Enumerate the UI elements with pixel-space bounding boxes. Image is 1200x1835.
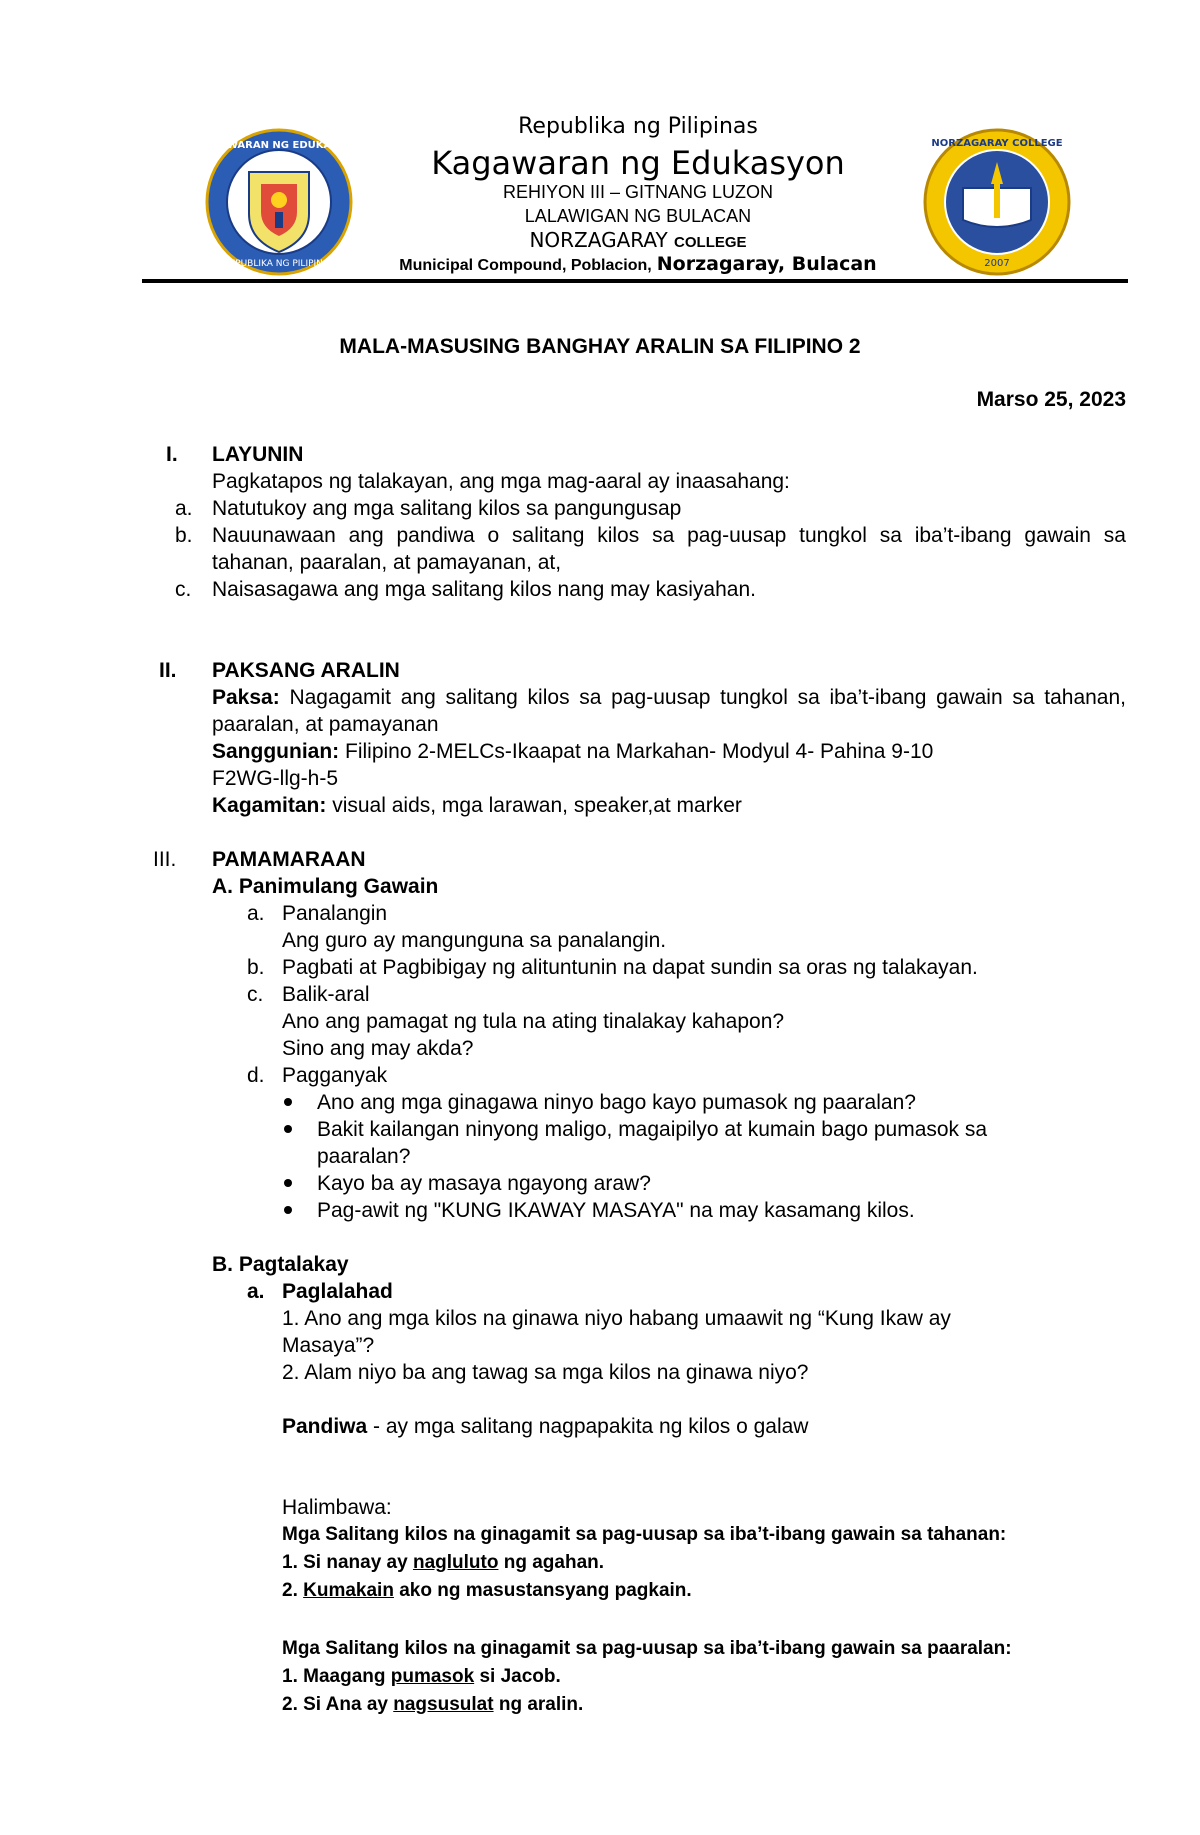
bullet-icon <box>284 1179 292 1187</box>
section1-intro: Pagkatapos ng talakayan, ang mga mag-aaral ay inaasahang: <box>212 470 790 493</box>
norzagaray-college-seal-logo <box>923 128 1071 276</box>
section2-heading: PAKSANG ARALIN <box>212 659 400 682</box>
step-d-letter: d. <box>247 1064 265 1087</box>
objective-b-letter: b. <box>175 524 193 547</box>
motivation-question-2: Bakit kailangan ninyong maligo, magaipilyo at kumain bago pumasok sa <box>317 1118 988 1141</box>
home-example-2-verb: Kumakain <box>303 1580 394 1601</box>
svg-text:KAGAWARAN NG EDUKASYON: KAGAWARAN NG EDUKASYON <box>195 140 363 151</box>
letterhead <box>0 0 1200 300</box>
school-name <box>353 228 923 252</box>
paksa-paragraph <box>212 684 1126 738</box>
home-example-2-pre: 2. <box>282 1580 304 1601</box>
bullet-icon <box>284 1125 292 1133</box>
school-name-main: NORZAGARAY <box>529 228 668 252</box>
kagamitan-line <box>212 792 742 819</box>
motivation-question-2-cont: paaralan? <box>317 1145 411 1168</box>
paksa-label: Paksa: <box>212 686 280 709</box>
school-example-2-post: ng aralin. <box>493 1694 584 1715</box>
region-line: REHIYON III – GITNANG LUZON <box>502 182 774 202</box>
kagamitan-label: Kagamitan: <box>212 794 327 817</box>
step-a-letter: a. <box>247 902 265 925</box>
address-part-b: Norzagaray, Bulacan <box>656 253 877 275</box>
home-example-1 <box>282 1549 604 1576</box>
step-b: Pagbati at Pagbibigay ng alituntunin na dapat sundin sa oras ng talakayan. <box>282 956 978 979</box>
home-example-2 <box>282 1577 692 1604</box>
motivation-activity: Pag-awit ng "KUNG IKAWAY MASAYA" na may kasamang kilos. <box>317 1199 915 1222</box>
school-example-2-pre: 2. Si Ana ay <box>282 1694 394 1715</box>
sanggunian-label: Sanggunian: <box>212 740 340 763</box>
school-example-1-post: si Jacob. <box>474 1666 561 1687</box>
school-example-2 <box>282 1691 583 1718</box>
svg-text:NORZAGARAY COLLEGE: NORZAGARAY COLLEGE <box>931 138 1063 149</box>
home-example-2-post: ako ng masustansyang pagkain. <box>393 1580 692 1601</box>
motivation-question-1: Ano ang mga ginagawa ninyo bago kayo pumasok ng paaralan? <box>317 1091 916 1114</box>
halimbawa-label: Halimbawa: <box>282 1496 392 1519</box>
discussion-question-1-cont: Masaya”? <box>282 1334 375 1357</box>
home-examples-heading: Mga Salitang kilos na ginagamit sa pag-uusap sa iba’t-ibang gawain sa tahanan: <box>282 1524 1007 1545</box>
objective-b: Nauunawaan ang pandiwa o salitang kilos sa pag-uusap tungkol sa iba’t-ibang gawain sa tahanan, paaralan, at pamayanan, at, <box>212 524 1126 574</box>
svg-text:REPUBLIKA NG PILIPINAS: REPUBLIKA NG PILIPINAS <box>223 259 335 269</box>
republic-line: Republika ng Pilipinas <box>518 114 758 139</box>
school-example-1 <box>282 1663 561 1690</box>
address-part-a: Municipal Compound, Poblacion, <box>399 257 652 274</box>
objective-a: Natutukoy ang mga salitang kilos sa pangungusap <box>212 497 682 520</box>
department-name: Kagawaran ng Edukasyon <box>431 144 845 182</box>
discussion-question-2: 2. Alam niyo ba ang tawag sa mga kilos na ginawa niyo? <box>282 1361 809 1384</box>
subsection-b-a-letter: a. <box>247 1280 265 1303</box>
discussion-question-1: 1. Ano ang mga kilos na ginawa niyo habang umaawit ng “Kung Ikaw ay <box>282 1307 951 1330</box>
section1-number: I. <box>166 443 178 466</box>
step-c-letter: c. <box>247 983 264 1006</box>
paksa-text: Nagagamit ang salitang kilos sa pag-uusap tungkol sa iba’t-ibang gawain sa tahanan, paaralan, at pamayanan <box>212 686 1126 736</box>
bullet-icon <box>284 1098 292 1106</box>
section3-number: III. <box>153 848 177 871</box>
step-c-detail-1: Ano ang pamagat ng tula na ating tinalakay kahapon? <box>282 1010 785 1033</box>
header-divider <box>142 279 1128 283</box>
step-c: Balik-aral <box>282 983 370 1006</box>
step-d: Pagganyak <box>282 1064 388 1087</box>
subsection-b-heading: B. Pagtalakay <box>212 1253 349 1276</box>
section2-number: II. <box>159 659 177 682</box>
document-date: Marso 25, 2023 <box>976 388 1126 411</box>
motivation-question-3: Kayo ba ay masaya ngayong araw? <box>317 1172 651 1195</box>
bullet-icon <box>284 1206 292 1214</box>
pandiwa-definition <box>282 1413 808 1440</box>
pandiwa-term: Pandiwa <box>282 1415 368 1438</box>
document-title: MALA-MASUSING BANGHAY ARALIN SA FILIPINO 2 <box>339 335 861 358</box>
objective-c: Naisasagawa ang mga salitang kilos nang may kasiyahan. <box>212 578 756 601</box>
province-line: LALAWIGAN NG BULACAN <box>524 206 752 226</box>
school-address <box>353 253 923 275</box>
school-example-2-verb: nagsusulat <box>393 1694 494 1715</box>
home-example-1-verb: nagluluto <box>412 1552 499 1573</box>
svg-text:2007: 2007 <box>984 258 1010 269</box>
school-name-suffix: COLLEGE <box>674 234 747 251</box>
section3-heading: PAMAMARAAN <box>212 848 366 871</box>
home-example-1-pre: 1. Si nanay ay <box>282 1552 413 1573</box>
objective-a-letter: a. <box>175 497 193 520</box>
objective-c-letter: c. <box>175 578 192 601</box>
school-example-1-verb: pumasok <box>390 1666 475 1687</box>
school-example-1-pre: 1. Maagang <box>282 1666 391 1687</box>
school-examples-heading: Mga Salitang kilos na ginagamit sa pag-uusap sa iba’t-ibang gawain sa paaralan: <box>282 1638 1012 1659</box>
paglalahad-heading: Paglalahad <box>282 1280 393 1303</box>
step-a-detail: Ang guro ay mangunguna sa panalangin. <box>282 929 667 952</box>
section1-heading: LAYUNIN <box>212 443 304 466</box>
step-a: Panalangin <box>282 902 388 925</box>
deped-seal-logo <box>195 128 363 276</box>
step-c-detail-2: Sino ang may akda? <box>282 1037 474 1060</box>
subsection-a-heading: A. Panimulang Gawain <box>212 875 439 898</box>
competency-code: F2WG-llg-h-5 <box>212 767 339 790</box>
sanggunian-line <box>212 738 933 765</box>
kagamitan-text: visual aids, mga larawan, speaker,at marker <box>332 794 742 817</box>
sanggunian-text: Filipino 2-MELCs-Ikaapat na Markahan- Modyul 4- Pahina 9-10 <box>345 740 934 763</box>
pandiwa-meaning: - ay mga salitang nagpapakita ng kilos o galaw <box>367 1415 809 1438</box>
home-example-1-post: ng agahan. <box>498 1552 605 1573</box>
step-b-letter: b. <box>247 956 265 979</box>
